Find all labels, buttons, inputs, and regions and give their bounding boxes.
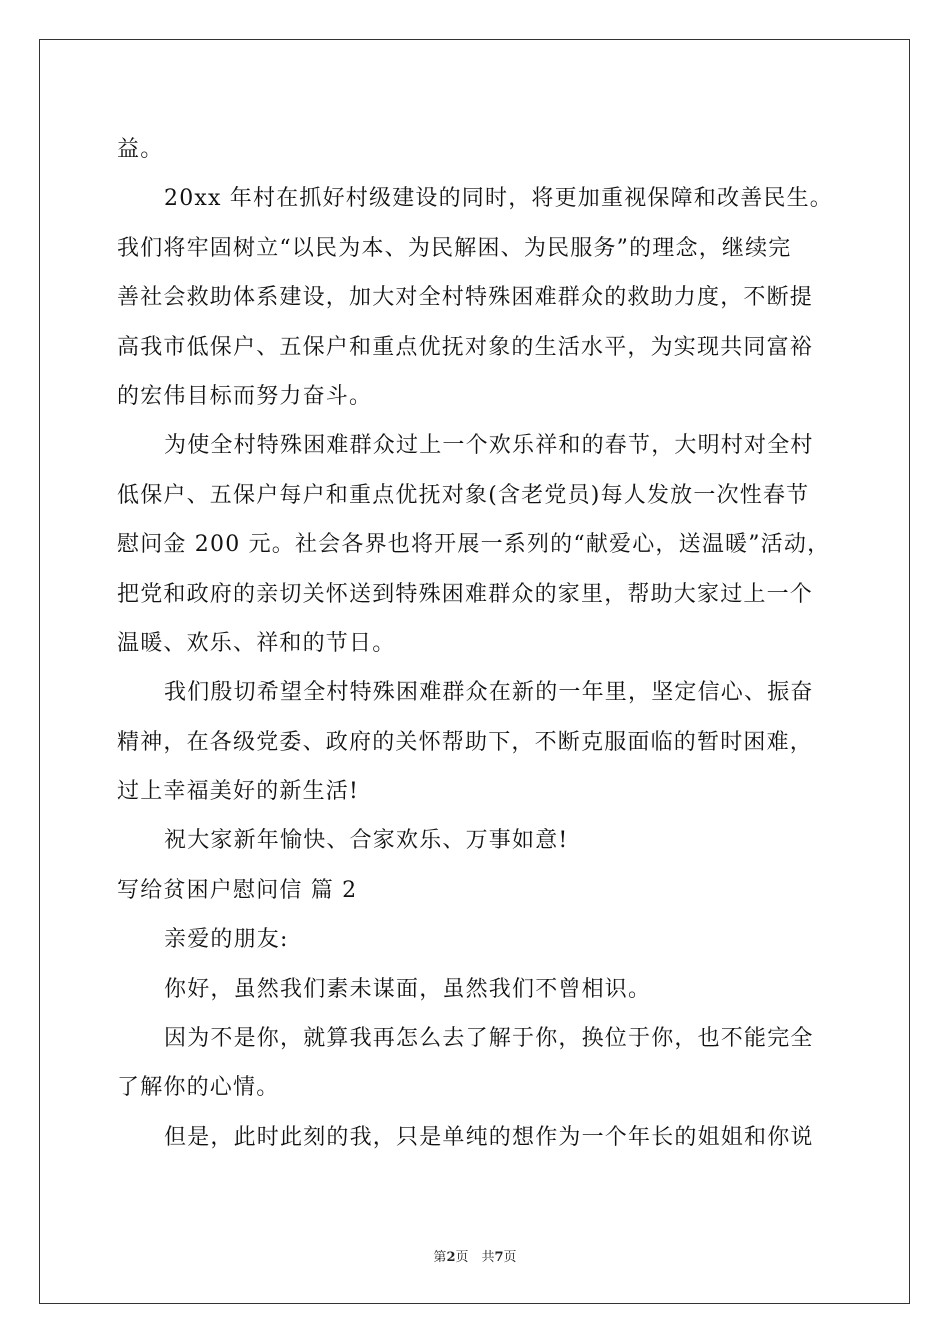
text-line: 我们殷切希望全村特殊困难群众在新的一年里，坚定信心、振奋 xyxy=(164,680,814,706)
text-line: 你好，虽然我们素未谋面，虽然我们不曾相识。 xyxy=(164,976,652,1002)
total-page-number: 7 xyxy=(494,1250,504,1265)
text-line: 善社会救助体系建设，加大对全村特殊困难群众的救助力度，不断提 xyxy=(117,285,814,311)
text-line: 为使全村特殊困难群众过上一个欢乐祥和的春节，大明村对全村 xyxy=(164,433,814,459)
text-line: 了解你的心情。 xyxy=(117,1075,280,1101)
footer-prefix: 第 xyxy=(433,1250,447,1265)
current-page-number: 2 xyxy=(446,1250,456,1265)
text-line: 我们将牢固树立“以民为本、为民解困、为民服务”的理念，继续完 xyxy=(117,235,792,261)
text-line: 益。 xyxy=(117,137,164,162)
text-line: 写给贫困户慰问信 篇 2 xyxy=(117,877,358,903)
page-footer xyxy=(0,1246,950,1265)
text-line: 高我市低保户、五保户和重点优抚对象的生活水平，为实现共同富裕 xyxy=(117,334,814,360)
text-line: 20xx 年村在抓好村级建设的同时，将更加重视保障和改善民生。 xyxy=(164,186,834,212)
text-line: 温暖、欢乐、祥和的节日。 xyxy=(117,630,396,656)
footer-suffix: 页 xyxy=(503,1250,517,1265)
text-line: 精神，在各级党委、政府的关怀帮助下，不断克服面临的暂时困难， xyxy=(117,729,814,755)
footer-mid: 页 共 xyxy=(455,1250,495,1265)
text-line: 过上幸福美好的新生活! xyxy=(117,779,360,805)
text-line: 祝大家新年愉快、合家欢乐、万事如意! xyxy=(164,828,569,854)
text-line: 慰问金 200 元。社会各界也将开展一系列的“献爱心，送温暖”活动， xyxy=(117,532,831,558)
text-line: 亲爱的朋友: xyxy=(164,927,289,953)
text-line: 但是，此时此刻的我，只是单纯的想作为一个年长的姐姐和你说 xyxy=(164,1124,814,1150)
text-line: 的宏伟目标而努力奋斗。 xyxy=(117,383,373,409)
text-line: 把党和政府的亲切关怀送到特殊困难群众的家里，帮助大家过上一个 xyxy=(117,581,814,607)
text-line: 因为不是你，就算我再怎么去了解于你，换位于你，也不能完全 xyxy=(164,1026,814,1052)
text-line: 低保户、五保户每户和重点优抚对象(含老党员)每人发放一次性春节 xyxy=(117,482,810,508)
document-body xyxy=(117,125,857,1162)
